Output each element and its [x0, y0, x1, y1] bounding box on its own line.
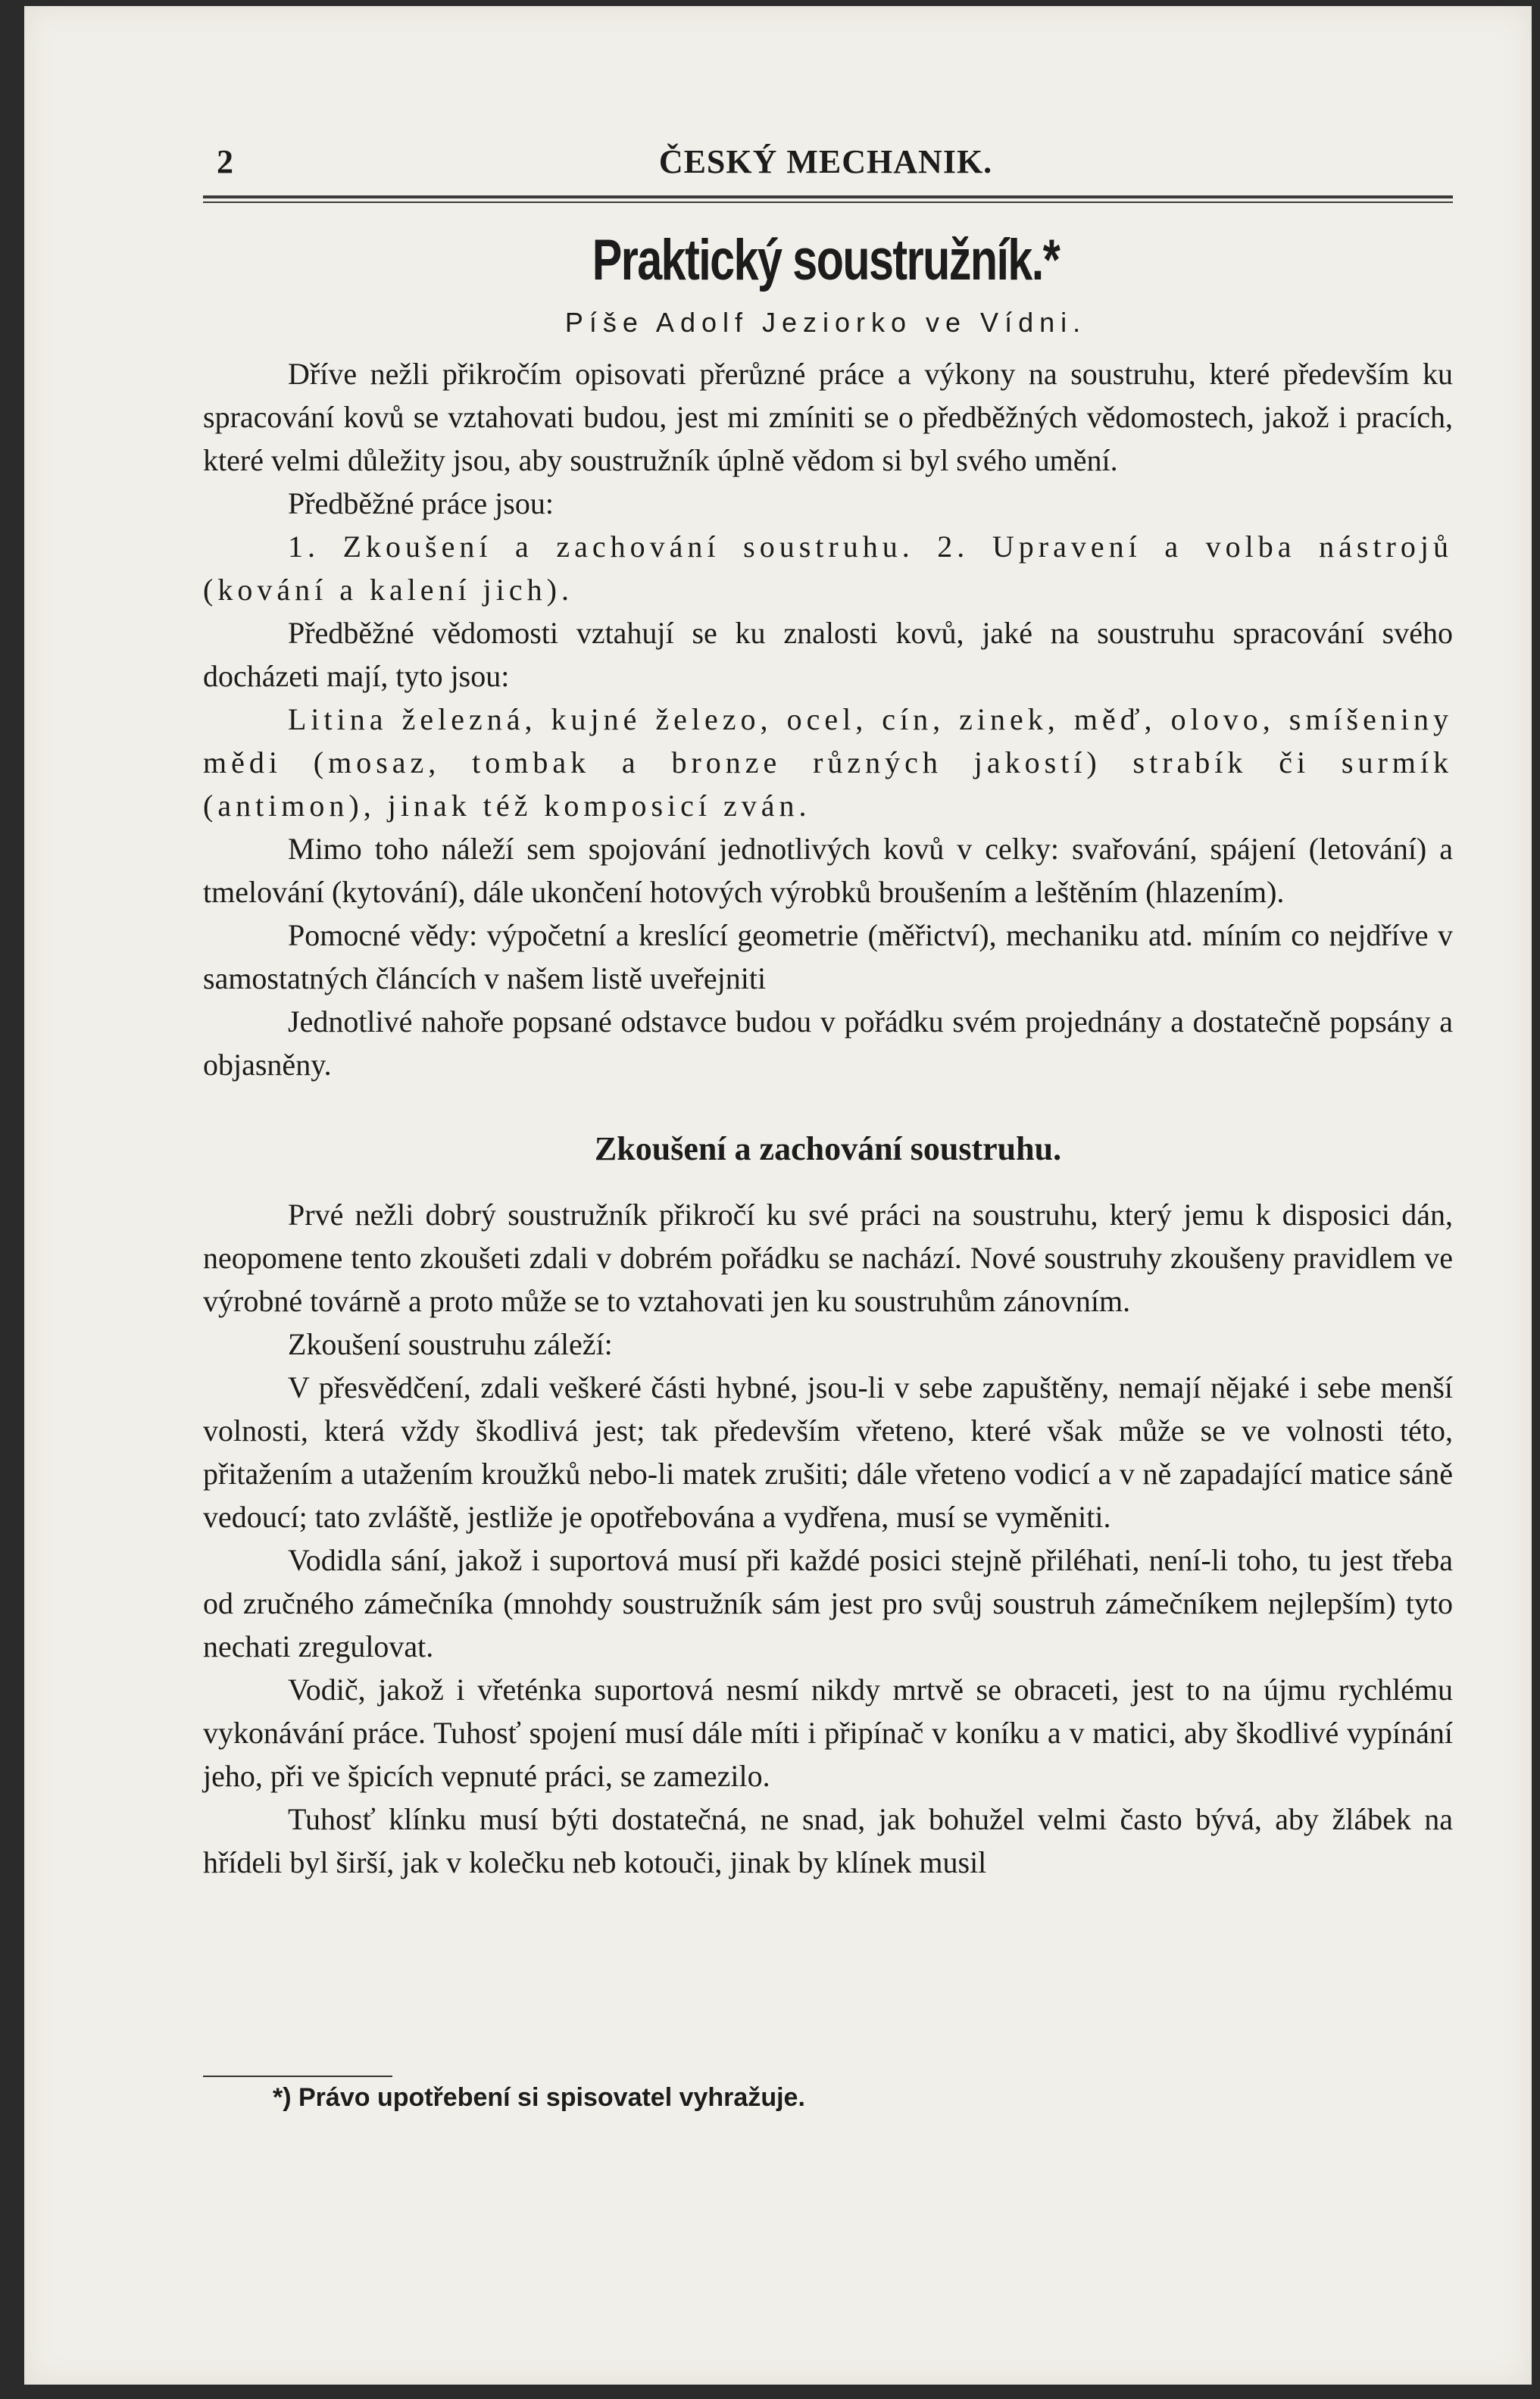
- paragraph: Vodič, jakož i vřeténka suportová nesmí nikdy mrtvě se obraceti, jest to na újmu rychlému vykonávání práce. Tuhosť spojení musí dále míti i připínač v koníku a v matici, aby škodlivé vypínání jeho, při ve špicích vepnuté práci, se zamezilo.: [203, 1673, 1453, 1793]
- paragraph: Litina železná, kujné železo, ocel, cín, zinek, měď, olovo, smíšeniny mědi (mosaz, tombak a bronze různých jakostí) strabík či surmík (antimon), jinak též komposicí zván.: [203, 702, 1453, 823]
- paragraph: Pomocné vědy: výpočetní a kreslící geometrie (měřictví), mechaniku atd. míním co nejdříve v samostatných článcích v našem listě uveřejniti: [203, 918, 1453, 995]
- running-title: ČESKÝ MECHANIK.: [658, 143, 993, 180]
- article-title: Praktický soustružník.*: [592, 228, 1060, 292]
- footnote: *) Právo upotřebení si spisovatel vyhražuje.: [273, 2083, 805, 2112]
- footnote-rule: [203, 2076, 392, 2077]
- paragraph: Mimo toho náleží sem spojování jednotlivých kovů v celky: svařování, spájení (letování) a tmelování (kytování), dále ukončení hotových výrobků broušením a leštěním (hlazením).: [203, 832, 1453, 909]
- paragraph: Jednotlivé nahoře popsané odstavce budou v pořádku svém projednány a dostatečně popsány a objasněny.: [203, 1004, 1453, 1082]
- page-number: 2: [217, 143, 233, 180]
- paragraph: Tuhosť klínku musí býti dostatečná, ne snad, jak bohužel velmi často bývá, aby žlábek na hřídeli byl širší, jak v kolečku neb kotouči, jinak by klínek musil: [203, 1802, 1453, 1879]
- paragraph: Prvé nežli dobrý soustružník přikročí ku své práci na soustruhu, který jemu k disposici dán, neopomene tento zkoušeti zdali v dobrém pořádku se nachází. Nové soustruhy zkoušeny pravidlem ve výrobné továrně a proto může se to vztahovati jen ku soustruhům zánovním.: [203, 1198, 1453, 1318]
- article-body: [203, 352, 1453, 1884]
- section-heading: Zkoušení a zachování soustruhu.: [594, 1130, 1062, 1167]
- paragraph: 1. Zkoušení a zachování soustruhu. 2. Upravení a volba nástrojů (kování a kalení jich).: [203, 529, 1453, 607]
- header-rule: [203, 195, 1453, 198]
- paragraph: Vodidla sání, jakož i suportová musí při každé posici stejně přiléhati, není-li toho, tu jest třeba od zručného zámečníka (mnohdy soustružník sám jest pro svůj soustruh zámečníkem nejlepším) tyto nechati zregulovat.: [203, 1543, 1453, 1663]
- header-rule-thin: [203, 201, 1453, 203]
- paragraph: Předběžné vědomosti vztahují se ku znalosti kovů, jaké na soustruhu spracování svého docházeti mají, tyto jsou:: [203, 616, 1453, 693]
- page-header: [197, 142, 1454, 188]
- paragraph: V přesvědčení, zdali veškeré části hybné, jsou-li v sebe zapuštěny, nemají nějaké i sebe menší volnosti, která vždy škodlivá jest; tak především vřeteno, které však může se ve volnosti této, přitažením a utažením kroužků nebo-li matek zrušiti; dále vřeteno vodicí a v ně zapadající matice sáně vedoucí; tato zvláště, jestliže je opotřebována a vydřena, musí se vyměniti.: [203, 1370, 1453, 1534]
- paragraph: Dříve nežli přikročím opisovati přerůzné práce a výkony na soustruhu, které především ku spracování kovů se vztahovati budou, jest mi zmíniti se o předběžných vědomostech, jakož i pracích, které velmi důležity jsou, aby soustružník úplně vědom si byl svého umění.: [203, 357, 1453, 477]
- paragraph: Předběžné práce jsou:: [288, 486, 554, 520]
- article-byline: Píše Adolf Jeziorko ve Vídni.: [564, 307, 1087, 338]
- paragraph: Zkoušení soustruhu záleží:: [288, 1327, 613, 1361]
